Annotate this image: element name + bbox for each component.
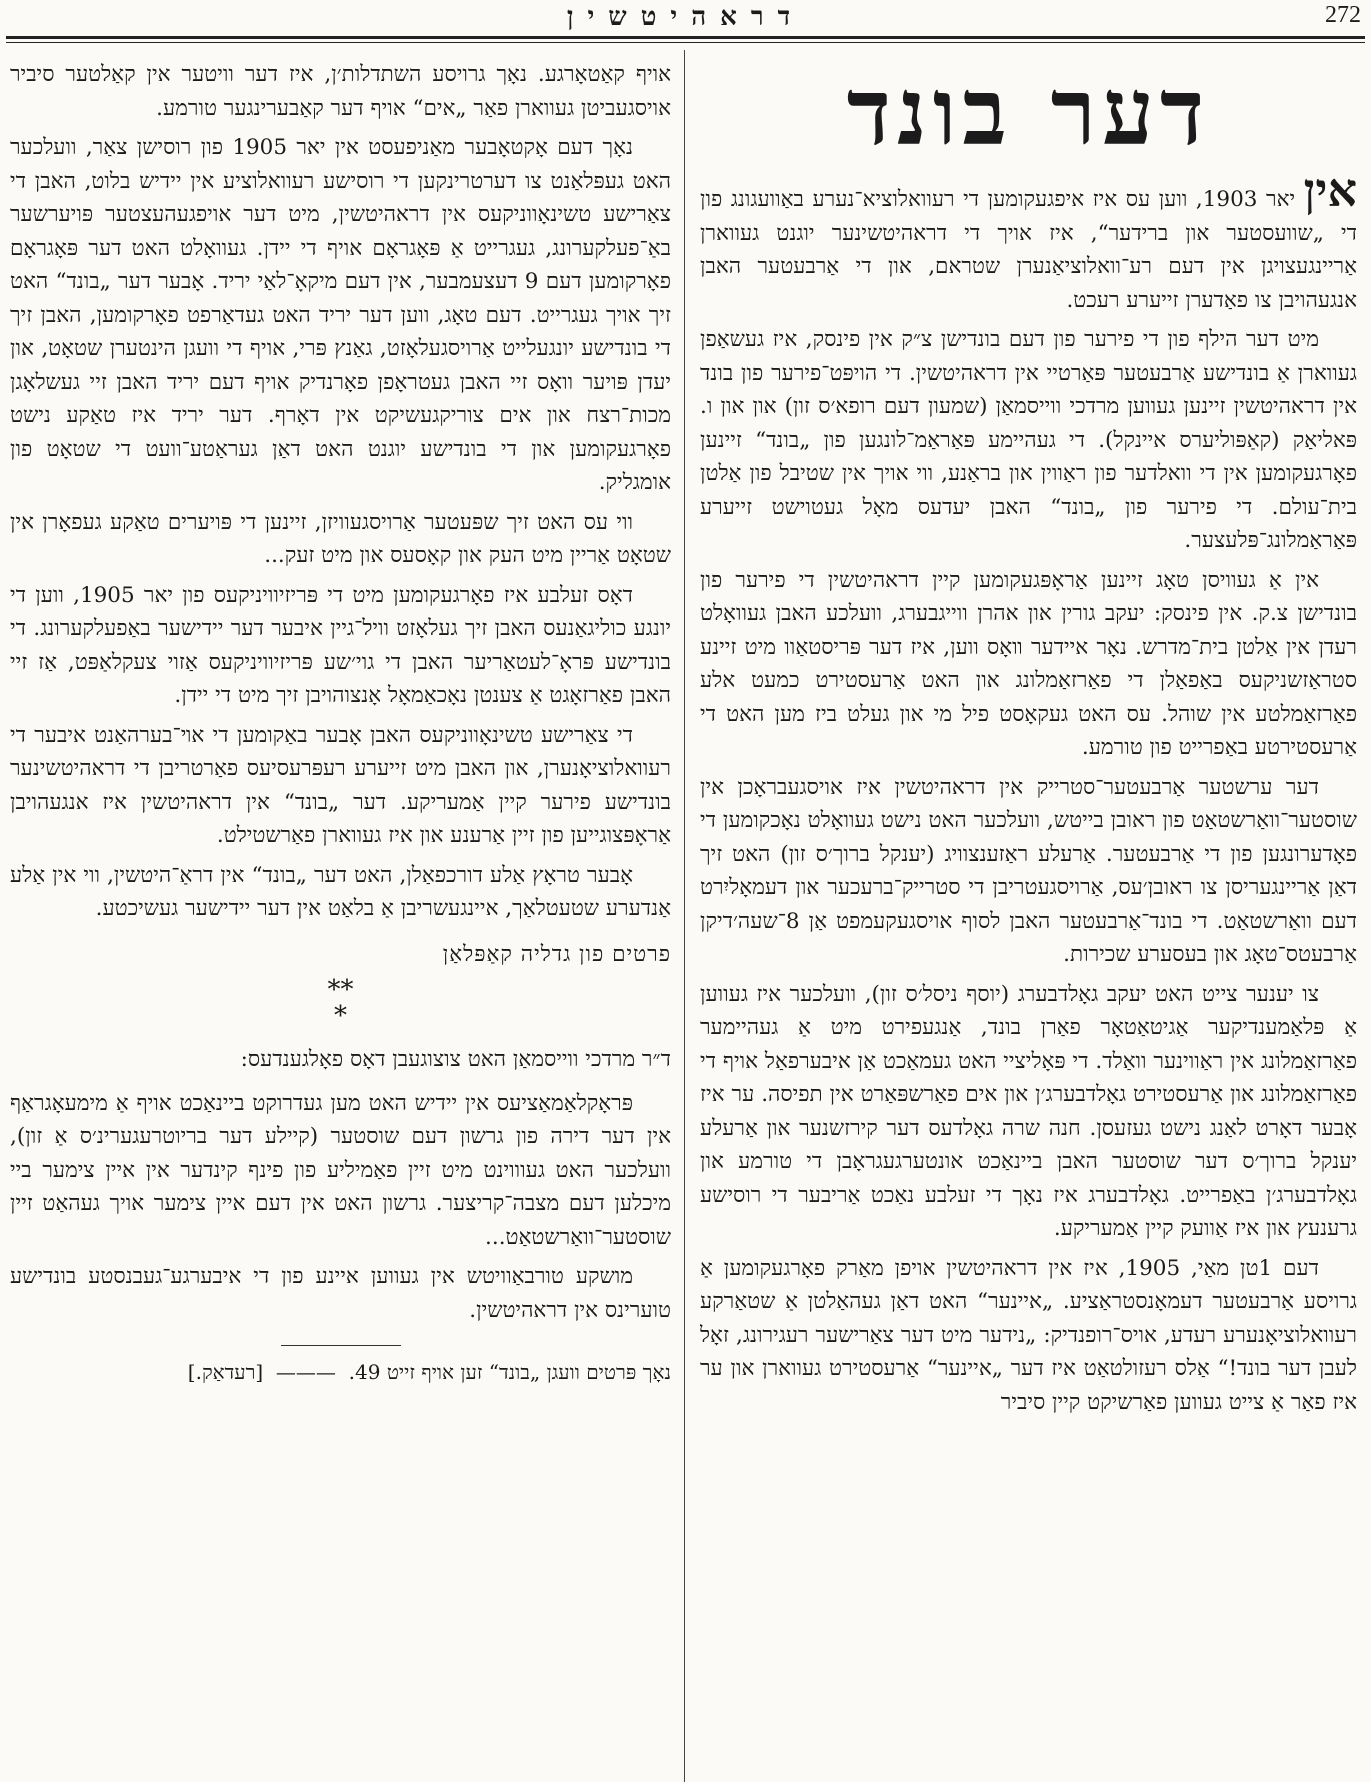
- paragraph: פּראָקלאַמאַציעס אין יידיש האט מען געדרוקט ביינאַכט אויף אַ מימעאָגראַף אין דער דירה פון גרשון דעם שוסטער (קיילע דער בריוטרעגערינ׳ס אַ זון), וועלכער האט געוווינט מיט זיין פאַמיליע פון פינף קינדער אין איין צימער ביי מיכלען דעם מצבה־קריצער. גרשון האט אין דעם איין צימער אויך געהאַט זיין שוסטער־וואַרשטאַט...: [10, 1090, 671, 1250]
- asterism-divider: ** *: [327, 975, 354, 1031]
- editor-mark: [רעדאַק.]: [187, 1360, 264, 1384]
- page-header: [0, 0, 1371, 40]
- paragraph: אויף קאַטאָרגע. נאָך גרויסע השתדלות׳ן, איז דער וויטער אין קאַלטער סיביר אויסגעביטן געווארן פאַר „אים“ אויף דער קאַבערינגער טורמע.: [10, 62, 671, 121]
- left-column: [10, 58, 671, 1776]
- paragraph: מושקע טורבאַוויטש אין געווען איינע פון די איבערגע־געבנסטע בונדישע טוערינס אין דראהיטשין.: [10, 1264, 671, 1323]
- author-credit: פרטים פון גדליה קאַפּלאַן: [442, 941, 671, 967]
- paragraph: דעם 1טן מאַי, 1905, איז אין דראהיטשין אויפן מאַרק פאָרגעקומען אַ גרויסע אַרבעטער דעמאָנסטראַציע. „איינער“ האט דאַן געהאַלטן אַ שטאַרקע רעוואלוציאָנערע רעדע, אויס־רופנדיק: „נידער מיט דער צאַרישער רעגירונג, זאָל לעבן דער בונד!“ אַלס רעזולטאַט איז דער „איינער“ אַרעסטירט געווארן און ער איז פאַר אַ צייט געווען פאַרשיקט קיין סיביר: [700, 1255, 1357, 1415]
- running-title: דראהיטשין: [566, 2, 805, 32]
- paragraph: [700, 163, 1357, 317]
- paragraph: ווי עס האט זיך שפּעטער אַרויסגעוויזן, זיינען די פּויערים טאַקע געפאָרן אין שטאָט אַריין מיט העק און קאָסעס און מיט זעק...: [10, 509, 671, 568]
- column-divider: [684, 50, 685, 1782]
- paragraph: די צאַרישע טשינאָווניקעס האבן אָבער באַקומען די אױ־בערהאַנט איבער די רעוואלוציאָנערן, און האבן מיט זייערע רעפּרעסיעס פאַרטריבן די דראהיטשינער בונדישע פירער קיין אַמעריקע. דער „בונד“ אין דראהיטשין איז אנגעהויבן אַראָפּצוגייען פון זיין אַרענע און איז געווארן פאַרשטילט.: [10, 722, 671, 848]
- paragraph: דאָס זעלבע איז פאָרגעקומען מיט די פּריזיוויניקעס פון יאר 1905, ווען די יונגע כוליגאַנעס האבן זיך געלאָזט וויל־גיין איבער דער יידישער באַפעלקערונג. די בונדישע פּראָ־לעטאַריער האבן די גוי׳שע פּריזיוויניקעס אַזוי צעקלאַפּט, אַז זיי האבן פאַרזאָגט אַ צענטן נאָכאַמאָל אָנצוהויבן זיך מיט די יידן.: [10, 582, 671, 708]
- header-rule-thick: [6, 36, 1365, 39]
- paragraph: נאָך דעם אָקטאָבער מאַניפעסט אין יאר 1905 פון רוסישן צאַר, וועלכער האט געפּלאַנט צו דערטרינקען די רוסישע רעוואלוציע אין יידיש בלוט, האבן די צאַרישע טשינאָווניקעס אין דראהיטשין, מיט דער אויפגעהעצטער פּויערשער באַ־פעלקערונג, געגרייט אַ פּאָגראָם אויף די יידן. געוואָלט האט דער פּאָגראָם פאָרקומען דעם 9 דעצעמבער, אין דעם מיקאָ־לאַי יריד. אָבער דער „בונד“ האט זיך אויך געגרייט. דעם טאָג, ווען דער יריד האט געדאַרפט פאָרקומען, האבן זיך די בונדישע יונגעלייט אַרויסגעלאָזט, גאַנץ פּרי, אויף די וועגן הינטערן שטאָט, און יעדן פּויער וואָס זיי האבן געטראָפן פאָרנדיק אויף דעם יריד האבן זיי געשלאָגן מכות־רצח און אים צוריקגעשיקט אין דאָרף. דער יריד איז טאַקע נישט פאָרגעקומען און די בונדישע יוגנט האט דאַן געראַטע־וועט די שטאָט פון אומגליק.: [10, 135, 671, 495]
- paragraph: מיט דער הילף פון די פירער פון דעם בונדישן צ״ק אין פינסק, איז געשאַפן געווארן אַ בונדישע אַרבעטער פּאַרטיי אין דראהיטשין. די הויפּט־פירער פון בונד אין דראהיטשין זיינען געווען מרדכי ווייסמאַן (שמעון דעם רופא׳ס זון) און און ו. פּאליאַק (קאַפּוליערס איינקל). די געהיימע פּאַראַמ־לונגען פון „בונד“ זיינען פאָרגעקומען אין די וואלדער פון ראַווין און בראַנע, ווי אויך אין שטיבל פון אַלטן בית־עולם. די פירער פון „בונד“ האבן יעדעס מאָל געטוישט זייערע פּאַראַמלונג־פּלעצער.: [700, 327, 1357, 553]
- paragraph: דער ערשטער אַרבעטער־סטרייק אין דראהיטשין איז אויסגעבראָכן אין שוסטער־וואַרשטאַט פון ראובן בייטש, וועלכער האט נישט געוואָלט נאָכקומען די פאָדערונגען פון די אַרבעטער. אַרעלע ראַזענצוויג (יענקל ברוך׳ס זון) האט זיך דאַן אַריינגעריסן צו ראובן׳עס, אַרויסגעטריבן די סטרייק־ברעכער און דעמאָליִרט דעם וואַרשטאַט. די בונד־אַרבעטער האבן לסוף אויסגעקעמפט אַן 8־שעה׳דיקן אַרבעטס־טאָג און בעסערע שכירות.: [700, 774, 1357, 967]
- section-heading: ד״ר מרדכי ווייסמאַן האט צוצוגעבן דאָס פאָלגענדעס:: [240, 1047, 671, 1072]
- footnote-text: נאָך פּרטים וועגן „בונד“ זען אויף זייט 49.: [348, 1360, 671, 1384]
- article-title: דער בונד: [846, 58, 1211, 166]
- paragraph: אין אַ געוויסן טאָג זיינען אַראָפּגעקומען קיין דראהיטשין די פירער פון בונדישן צ.ק. אין פינסק: יעקב גורין און אהרן ווייגבערג, וועלכע האבן געוואָלט רעדן אין אַלטן בית־מדרש. נאָר איידער װאָס ווען, איז דער פּריסטאַוו מיט זיינע סטראַזשניקעס באַפאַלן די פאַרזאַמלונג און האט אַרעסטירט כמעט אלע פאַרזאַמלטע אין שוהל. עס האט געקאָסט פיל מי און געלט ביז מען האט די אַרעסטירטע באַפרייט פון טורמע.: [700, 567, 1357, 760]
- right-column: [700, 58, 1357, 1776]
- header-rule-thin: [6, 42, 1365, 43]
- footnote-rule: [281, 1345, 401, 1346]
- paragraph: צו יענער צייט האט יעקב גאָלדבערג (יוסף ניסל׳ס זון), וועלכער איז געווען אַ פּלאַמענדיקער אַגיטאַטאָר פאַרן בונד, אַנגעפירט מיט אַ געהיימער פאַרזאַמלונג אין ראַווינער וואַלד. די פּאָליציי האט געמאַכט אַן איבערפאַל אויף די פאַרזאַמלונג און אַרעסטירט גאָלדבערג׳ן און אים פאַרשפּאַרט אין תפיסה. ער איז אָבער דאָרט לאַנג נישט געזעסן. חנה שרה גאָלדעס דער קירזשנער און אַרעלע יענקל ברוך׳ס דער שוסטער האבן ביינאַכט אונטערגעגראָבן די טורמע און גאָלדבערג׳ן באַפרייט. גאָלדבערג איז נאָך די זעלבע נאַכט אַריבער די רוסישע גרענעץ און איז אַוועק קיין אַמעריקע.: [700, 981, 1357, 1241]
- footnote: נאָך פּרטים וועגן „בונד“ זען אויף זייט 49. ——— [רעדאַק.]: [187, 1360, 671, 1384]
- paragraph: אָבער טראָץ אַלע דורכפאַלן, האט דער „בונד“ אין דראַ־היטשין, ווי אין אַלע אַנדערע שטעטלאַך, איינגעשריבן אַ בלאַט אין דער יידישער געשיכטע.: [10, 862, 671, 921]
- paragraph-text: יאר 1903, ווען עס איז איפגעקומען די רעוואלוציא־נערע באַוועגונג פון די „שוועסטער און ברידער“, איז אויך די דראהיטשינער יוגנט געווארן אַריינגעצויגן אין דעם רע־וואלוציאַנערן שטראם, און די אַרבעטער האבן אנגעהויבן צו פאַדערן זייערע רעכט.: [700, 187, 1357, 313]
- page-number: 272: [1325, 2, 1361, 28]
- dropcap: אין: [1303, 163, 1357, 217]
